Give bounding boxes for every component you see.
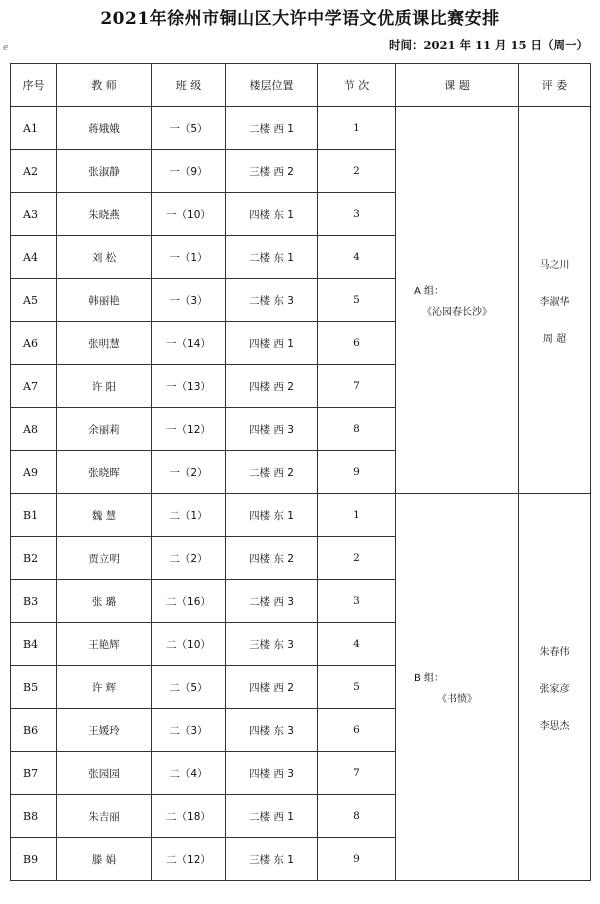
- period-number: 3: [318, 580, 396, 623]
- row-id: B8: [11, 795, 57, 838]
- room-location: 二楼 西 3: [226, 580, 318, 623]
- row-id: A8: [11, 408, 57, 451]
- period-number: 7: [318, 752, 396, 795]
- class-name: 一（9）: [152, 150, 226, 193]
- class-name: 二（1）: [152, 494, 226, 537]
- teacher-name: 贾立明: [57, 537, 152, 580]
- judge-name: 周 超: [542, 333, 567, 345]
- teacher-name: 张淑静: [57, 150, 152, 193]
- class-name: 一（10）: [152, 193, 226, 236]
- teacher-name: 张园园: [57, 752, 152, 795]
- row-id: A4: [11, 236, 57, 279]
- row-id: B9: [11, 838, 57, 881]
- judge-name: 张家彦: [539, 683, 570, 695]
- topic-cell: [396, 494, 519, 881]
- period-number: 5: [318, 666, 396, 709]
- period-number: 4: [318, 623, 396, 666]
- judge-name: 李思杰: [539, 720, 570, 732]
- table-row: [11, 107, 591, 150]
- room-location: 四楼 西 2: [226, 365, 318, 408]
- period-number: 3: [318, 193, 396, 236]
- row-id: B7: [11, 752, 57, 795]
- room-location: 四楼 西 2: [226, 666, 318, 709]
- class-name: 二（10）: [152, 623, 226, 666]
- class-name: 二（5）: [152, 666, 226, 709]
- judges-cell: [519, 494, 591, 881]
- judge-name: 马之川: [539, 259, 570, 271]
- room-location: 四楼 东 1: [226, 494, 318, 537]
- teacher-name: 韩丽艳: [57, 279, 152, 322]
- schedule-table: [10, 63, 591, 881]
- header-teacher: 教 师: [57, 64, 152, 107]
- teacher-name: 朱晓燕: [57, 193, 152, 236]
- teacher-name: 张晓晖: [57, 451, 152, 494]
- header-location: 楼层位置: [226, 64, 318, 107]
- teacher-name: 朱吉丽: [57, 795, 152, 838]
- period-number: 6: [318, 709, 396, 752]
- room-location: 二楼 东 1: [226, 236, 318, 279]
- class-name: 二（4）: [152, 752, 226, 795]
- row-id: A3: [11, 193, 57, 236]
- document-title: 2021年徐州市铜山区大许中学语文优质课比赛安排: [100, 9, 500, 29]
- table-row: [11, 494, 591, 537]
- room-location: 三楼 西 2: [226, 150, 318, 193]
- room-location: 四楼 西 1: [226, 322, 318, 365]
- room-location: 四楼 东 3: [226, 709, 318, 752]
- period-number: 8: [318, 795, 396, 838]
- header-topic: 课 题: [396, 64, 519, 107]
- row-id: B4: [11, 623, 57, 666]
- row-id: A2: [11, 150, 57, 193]
- topic-title: 《书愤》: [437, 694, 477, 705]
- period-number: 7: [318, 365, 396, 408]
- class-name: 二（3）: [152, 709, 226, 752]
- room-location: 四楼 西 3: [226, 408, 318, 451]
- class-name: 一（3）: [152, 279, 226, 322]
- period-number: 5: [318, 279, 396, 322]
- room-location: 二楼 西 1: [226, 107, 318, 150]
- period-number: 8: [318, 408, 396, 451]
- class-name: 二（12）: [152, 838, 226, 881]
- class-name: 二（2）: [152, 537, 226, 580]
- class-name: 一（2）: [152, 451, 226, 494]
- date-line: 时间：2021 年 11 月 15 日（周一）: [388, 38, 588, 52]
- header-period: 节 次: [318, 64, 396, 107]
- class-name: 一（1）: [152, 236, 226, 279]
- period-number: 9: [318, 451, 396, 494]
- header-judges: 评 委: [519, 64, 591, 107]
- room-location: 四楼 东 1: [226, 193, 318, 236]
- row-id: A1: [11, 107, 57, 150]
- row-id: A5: [11, 279, 57, 322]
- period-number: 2: [318, 537, 396, 580]
- row-id: B6: [11, 709, 57, 752]
- judges-cell: [519, 107, 591, 494]
- judge-name: 朱春伟: [539, 646, 570, 658]
- teacher-name: 刘 松: [57, 236, 152, 279]
- teacher-name: 许 阳: [57, 365, 152, 408]
- teacher-name: 张 璐: [57, 580, 152, 623]
- teacher-name: 余丽莉: [57, 408, 152, 451]
- period-number: 1: [318, 494, 396, 537]
- room-location: 二楼 西 2: [226, 451, 318, 494]
- room-location: 二楼 东 3: [226, 279, 318, 322]
- class-name: 二（18）: [152, 795, 226, 838]
- row-id: A9: [11, 451, 57, 494]
- header-row: [11, 64, 591, 107]
- header-class: 班 级: [152, 64, 226, 107]
- period-number: 1: [318, 107, 396, 150]
- topic-title: 《沁园春长沙》: [422, 307, 492, 318]
- row-id: A6: [11, 322, 57, 365]
- row-id: B2: [11, 537, 57, 580]
- room-location: 三楼 东 1: [226, 838, 318, 881]
- schedule-body: [11, 107, 591, 881]
- room-location: 二楼 西 1: [226, 795, 318, 838]
- teacher-name: 魏 慧: [57, 494, 152, 537]
- teacher-name: 王媛玲: [57, 709, 152, 752]
- group-label: B 组：: [414, 673, 445, 684]
- row-id: A7: [11, 365, 57, 408]
- period-number: 4: [318, 236, 396, 279]
- teacher-name: 张明慧: [57, 322, 152, 365]
- teacher-name: 王艳辉: [57, 623, 152, 666]
- topic-cell: [396, 107, 519, 494]
- row-id: B5: [11, 666, 57, 709]
- room-location: 四楼 西 3: [226, 752, 318, 795]
- period-number: 9: [318, 838, 396, 881]
- room-location: 四楼 东 2: [226, 537, 318, 580]
- class-name: 一（13）: [152, 365, 226, 408]
- paragraph-mark: ℯ: [3, 43, 9, 53]
- teacher-name: 蒋娥娥: [57, 107, 152, 150]
- judge-name: 李淑华: [539, 296, 570, 308]
- teacher-name: 滕 娟: [57, 838, 152, 881]
- row-id: B1: [11, 494, 57, 537]
- row-id: B3: [11, 580, 57, 623]
- period-number: 2: [318, 150, 396, 193]
- class-name: 一（14）: [152, 322, 226, 365]
- header-id: 序号: [11, 64, 57, 107]
- teacher-name: 许 辉: [57, 666, 152, 709]
- period-number: 6: [318, 322, 396, 365]
- class-name: 二（16）: [152, 580, 226, 623]
- class-name: 一（12）: [152, 408, 226, 451]
- group-label: A 组：: [414, 286, 445, 297]
- class-name: 一（5）: [152, 107, 226, 150]
- room-location: 三楼 东 3: [226, 623, 318, 666]
